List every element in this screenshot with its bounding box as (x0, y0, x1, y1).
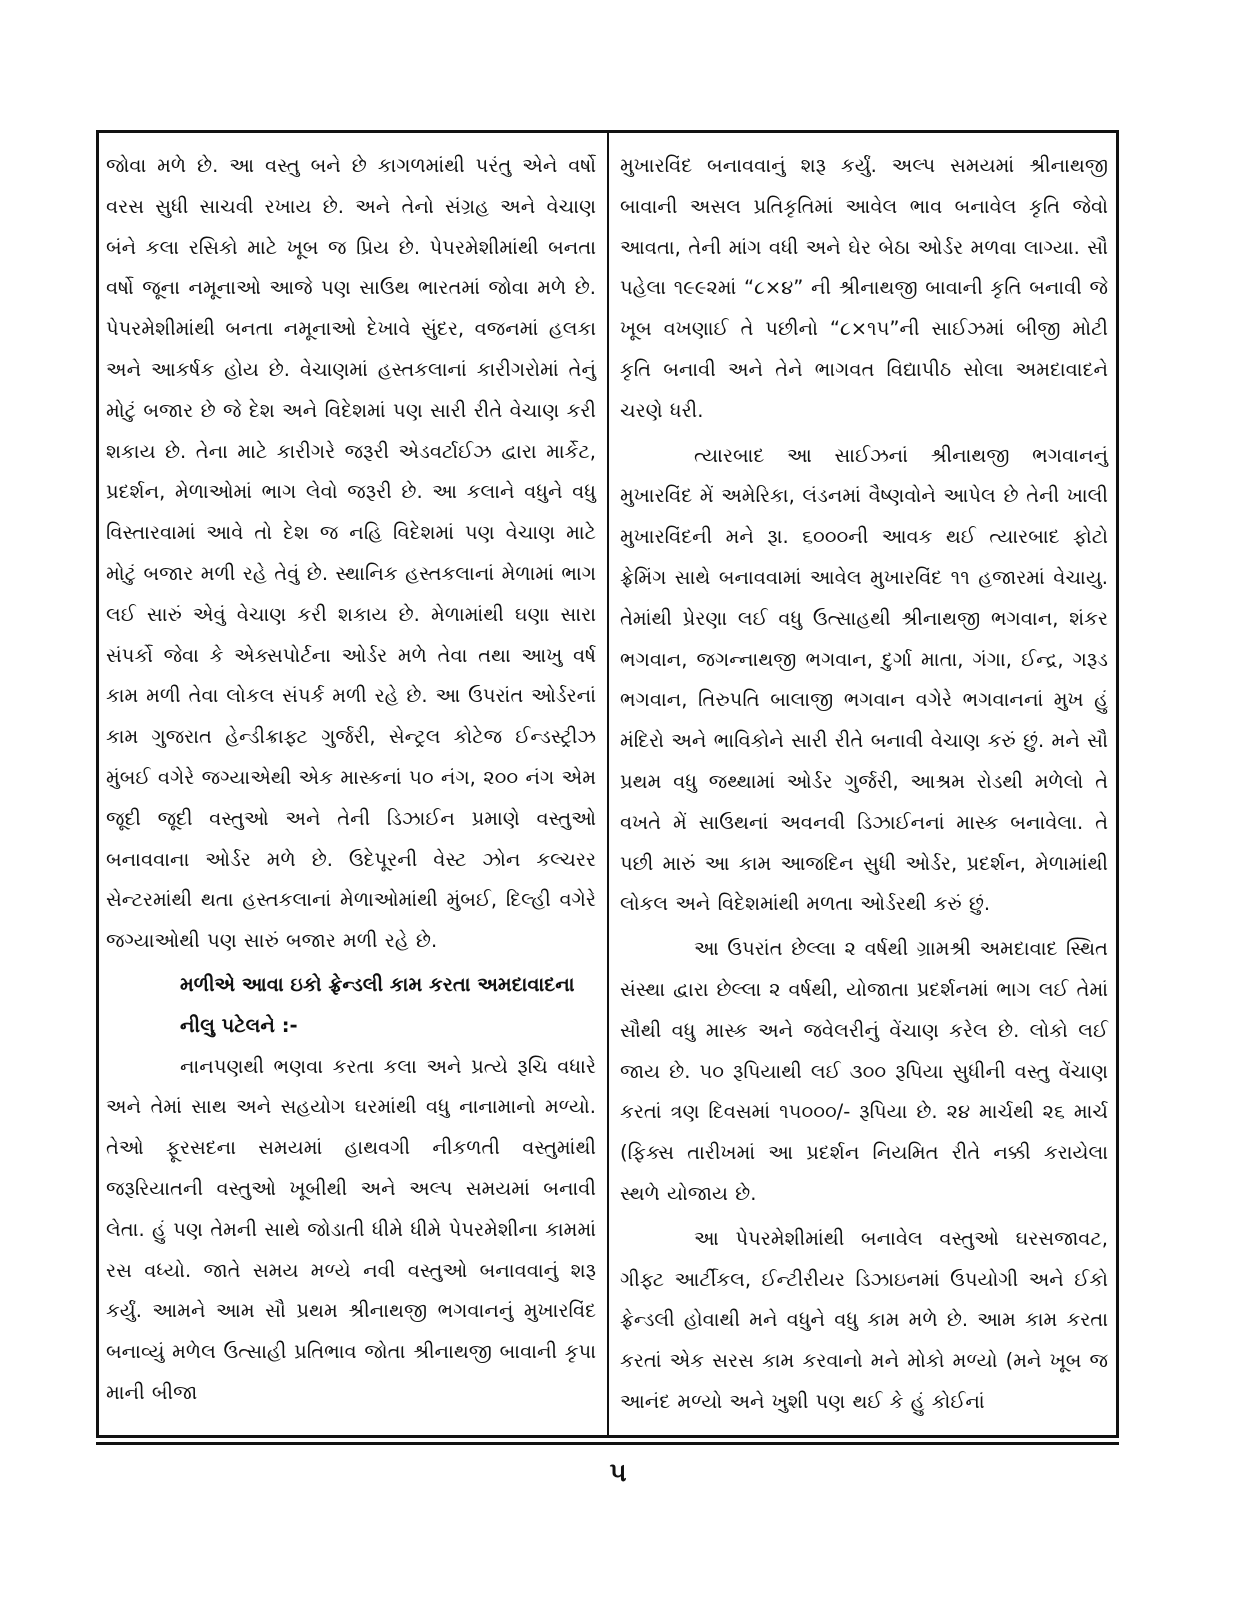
right-paragraph-3: આ ઉપરાંત છેલ્લા ૨ વર્ષથી ગ્રામશ્રી અમદાવાદ સ્થિત સંસ્થા દ્વારા છેલ્લા ૨ વર્ષથી, યોજાતા પ્રદર્શનમાં ભાગ લઈ તેમાં સૌથી વધુ માસ્ક અને જવેલરીનું વેંચાણ કરેલ છે. લોકો લઈ જાય છે. ૫૦ રૂપિયાથી લઈ ૩૦૦ રૂપિયા સુધીની વસ્તુ વેંચાણ કરતાં ત્રણ દિવસમાં ૧૫૦૦૦/- રૂપિયા છે. ૨૪ માર્ચથી ૨૬ માર્ચ (ફિક્સ તારીખમાં આ પ્રદર્શન નિયમિત રીતે નક્કી કરાયેલા સ્થળે યોજાય છે. (620, 937, 1108, 1205)
left-column (106, 146, 596, 1414)
right-paragraph-4: આ પેપરમેશીમાંથી બનાવેલ વસ્તુઓ ઘરસજાવટ, ગીફ્ટ આર્ટીકલ, ઈન્ટીરીયર ડિઝાઇનમાં ઉપયોગી અને ઈકો ફ્રેન્ડલી હોવાથી મને વધુને વધુ કામ મળે છે. આમ કામ કરતા કરતાં એક સરસ કામ કરવાનો મને મોકો મળ્યો (મને ખૂબ જ આનંદ મળ્યો અને ખુશી પણ થઈ કે હું કોઈનાં (620, 1226, 1108, 1413)
footer-rule (96, 1442, 1119, 1445)
left-paragraph-1: જોવા મળે છે. આ વસ્તુ બને છે કાગળમાંથી પરંતુ એને વર્ષો વરસ સુધી સાચવી રખાય છે. અને તેનો સંગ્રહ અને વેચાણ બંને કલા રસિકો માટે ખૂબ જ પ્રિય છે. પેપરમેશીમાંથી બનતા વર્ષો જૂના નમૂનાઓ આજે પણ સાઉથ ભારતમાં જોવા મળે છે. પેપરમેશીમાંથી બનતા નમૂનાઓ દેખાવે સુંદર, વજનમાં હલકા અને આકર્ષક હોય છે. વેચાણમાં હસ્તકલાનાં કારીગરોમાં તેનું મોટું બજાર છે જે દેશ અને વિદેશમાં પણ સારી રીતે વેચાણ કરી શકાય છે. તેના માટે કારીગરે જરૂરી એડવર્ટાઈઝ દ્વારા માર્કેટ, પ્રદર્શન, મેળાઓમાં ભાગ લેવો જરૂરી છે. આ કલાને વધુને વધુ વિસ્તારવામાં આવે તો દેશ જ નહિ વિદેશમાં પણ વેચાણ માટે મોટું બજાર મળી રહે તેવું છે. સ્થાનિક હસ્તકલાનાં મેળામાં ભાગ લઈ સારું એવું વેચાણ કરી શકાય છે. મેળામાંથી ઘણા સારા સંપર્કો જેવા કે એક્સપોર્ટના ઓર્ડર મળે તેવા તથા આખુ વર્ષ કામ મળી તેવા લોકલ સંપર્ક મળી રહે છે. આ ઉપરાંત ઓર્ડરનાં કામ ગુજરાત હેન્ડીક્રાફ્ટ ગુર્જરી, સેન્ટ્રલ કોટેજ ઈન્ડસ્ટ્રીઝ મુંબઈ વગેરે જગ્યાએથી એક માસ્કનાં ૫૦ નંગ, ૨૦૦ નંગ એમ જૂદી જૂદી વસ્તુઓ અને તેની ડિઝાઈન પ્રમાણે વસ્તુઓ બનાવવાના ઓર્ડર મળે છે. ઉદેપૂરની વેસ્ટ ઝોન કલ્ચરર સેન્ટરમાંથી થતા હસ્તકલાનાં મેળાઓમાંથી મુંબઈ, દિલ્હી વગેરે જગ્યાઓથી પણ સારું બજાર મળી રહે છે. (106, 154, 596, 953)
right-paragraph-1: મુખારવિંદ બનાવવાનું શરૂ કર્યું. અલ્પ સમયમાં શ્રીનાથજી બાવાની અસલ પ્રતિકૃતિમાં આવેલ ભાવ બનાવેલ કૃતિ જેવો આવતા, તેની માંગ વધી અને ઘેર બેઠા ઓર્ડર મળવા લાગ્યા. સૌ પહેલા ૧૯૯૨માં “૮×૪” ની શ્રીનાથજી બાવાની કૃતિ બનાવી જે ખૂબ વખણાઈ તે પછીનો “૮×૧૫”ની સાઈઝમાં બીજી મોટી કૃતિ બનાવી અને તેને ભાગવત વિદ્યાપીઠ સોલા અમદાવાદને ચરણે ધરી. (620, 154, 1108, 422)
right-column (620, 146, 1108, 1423)
section-heading: મળીએ આવા ઇકો ફ્રેન્ડલી કામ કરતા અમદાવાદના નીલુ પટેલને :- (180, 972, 575, 1037)
right-paragraph-2: ત્યારબાદ આ સાઈઝનાં શ્રીનાથજી ભગવાનનું મુખારવિંદ મેં અમેરિકા, લંડનમાં વૈષ્ણવોને આપેલ છે તેની ખાલી મુખારવિંદની મને રૂા. ૬૦૦૦ની આવક થઈ ત્યારબાદ ફોટો ફ્રેમિંગ સાથે બનાવવામાં આવેલ મુખારવિંદ ૧૧ હજારમાં વેચાયુ. તેમાંથી પ્રેરણા લઈ વધુ ઉત્સાહથી શ્રીનાથજી ભગવાન, શંકર ભગવાન, જગન્નાથજી ભગવાન, દુર્ગા માતા, ગંગા, ઈન્દ્ર, ગરૂડ ભગવાન, તિરુપતિ બાલાજી ભગવાન વગેરે ભગવાનનાં મુખ હું મંદિરો અને ભાવિકોને સારી રીતે બનાવી વેચાણ કરું છું. મને સૌ પ્રથમ વધુ જથ્થામાં ઓર્ડર ગુર્જરી, આશ્રમ રોડથી મળેલો તે વખતે મેં સાઉથનાં અવનવી ડિઝાઈનનાં માસ્ક બનાવેલા. તે પછી મારું આ કામ આજદિન સુધી ઓર્ડર, પ્રદર્શન, મેળામાંથી લોકલ અને વિદેશમાંથી મળતા ઓર્ડરથી કરું છું. (620, 443, 1108, 916)
column-divider (607, 130, 609, 1438)
page-number: ૫ (609, 1458, 627, 1488)
left-paragraph-2: નાનપણથી ભણવા કરતા કલા અને પ્રત્યે રૂચિ વધારે અને તેમાં સાથ અને સહયોગ ઘરમાંથી વધુ નાનામાનો મળ્યો. તેઓ ફૂરસદના સમયમાં હાથવગી નીકળતી વસ્તુમાંથી જરૂરિયાતની વસ્તુઓ ખૂબીથી અને અલ્પ સમયમાં બનાવી લેતા. હું પણ તેમની સાથે જોડાતી ધીમે ધીમે પેપરમેશીના કામમાં રસ વધ્યો. જાતે સમય મળ્યે નવી વસ્તુઓ બનાવવાનું શરૂ કર્યું. આમને આમ સૌ પ્રથમ શ્રીનાથજી ભગવાનનું મુખારવિંદ બનાવ્યું મળેલ ઉત્સાહી પ્રતિભાવ જોતા શ્રીનાથજી બાવાની કૃપા માની બીજા (106, 1054, 596, 1404)
